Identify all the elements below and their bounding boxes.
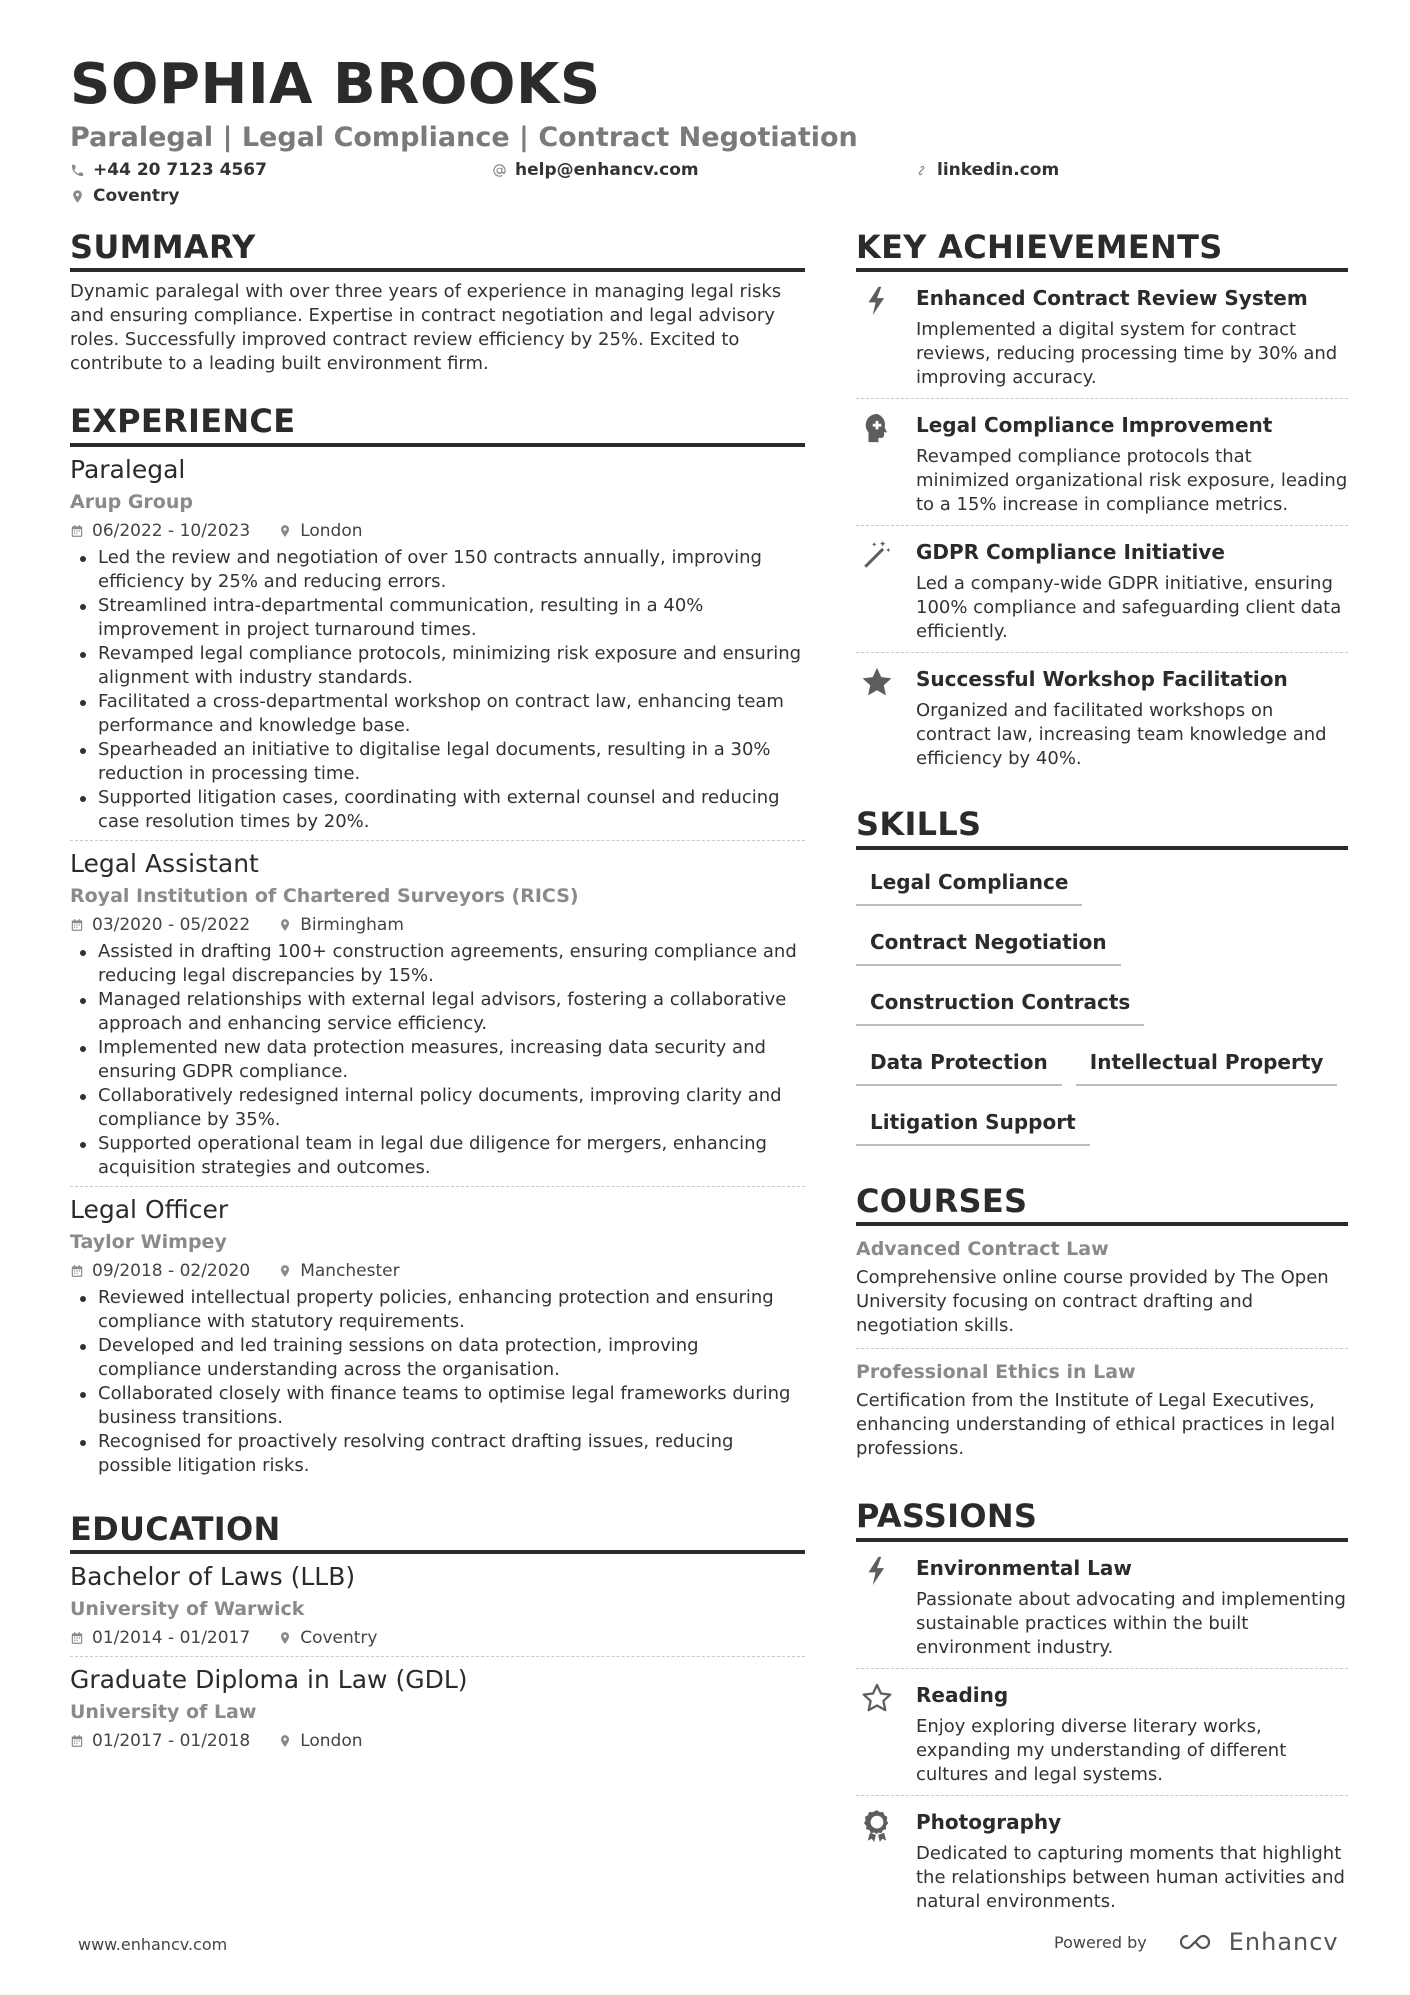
calendar-icon [70,1734,84,1748]
passion-title: Reading [916,1682,1009,1707]
job-bullets [70,546,805,834]
job-meta [70,1259,805,1283]
achievement-item [856,652,1348,779]
achievement-title: Enhanced Contract Review System [916,286,1308,311]
bullet-item: Developed and led training sessions on data protection, improving compliance understanding across the organisation. [70,1334,805,1382]
contact-location [70,188,179,205]
courses-heading: COURSES [856,1182,1348,1226]
contact-email[interactable] [492,162,699,179]
job-dates-text: 03/2020 - 05/2022 [92,914,251,935]
degree-title: Bachelor of Laws (LLB) [70,1562,356,1592]
job-entry [70,447,805,840]
achievement-item [856,525,1348,652]
job-location-text: Birmingham [300,914,404,935]
bolt-icon [860,284,894,318]
bullet-item: Revamped legal compliance protocols, minimizing risk exposure and ensuring alignment with industry standards. [70,642,805,690]
education-meta [70,1729,805,1753]
course-item [856,1226,1348,1348]
candidate-headline: Paralegal | Legal Compliance | Contract Negotiation [70,122,858,153]
job-title: Legal Assistant [70,848,259,878]
job-dates-text: 06/2022 - 10/2023 [92,520,251,541]
job-title: Paralegal [70,454,186,484]
education-heading: EDUCATION [70,1510,805,1554]
education-location [278,1729,362,1753]
achievement-title: Successful Workshop Facilitation [916,667,1288,692]
job-bullets [70,940,805,1180]
skill-tag: Litigation Support [856,1096,1090,1146]
passion-title: Photography [916,1809,1062,1834]
bullet-item: Managed relationships with external legal advisors, fostering a collaborative approach and enhancing service efficiency. [70,988,805,1036]
job-dates [70,1259,250,1283]
passion-title: Environmental Law [916,1555,1132,1580]
bullet-item: Supported litigation cases, coordinating with external counsel and reducing case resolution times by 20%. [70,786,805,834]
job-dates-text: 09/2018 - 02/2020 [92,1260,251,1281]
location-pin-icon [278,524,292,538]
courses-section [856,1182,1348,1471]
bullet-item: Assisted in drafting 100+ construction agreements, ensuring compliance and reducing legal discrepancies by 15%. [70,940,805,988]
job-entry [70,1186,805,1484]
job-company: Taylor Wimpey [70,1230,227,1253]
course-item [856,1348,1348,1471]
bullet-item: Streamlined intra-departmental communication, resulting in a 40% improvement in project turnaround times. [70,594,805,642]
contact-phone [70,162,267,179]
education-location-text: London [300,1731,363,1752]
skills-section [856,805,1348,1155]
job-company: Royal Institution of Chartered Surveyors (RICS) [70,884,579,907]
job-title: Legal Officer [70,1194,229,1224]
passion-desc: Dedicated to capturing moments that highlight the relationships between human activities and natural environments. [916,1842,1345,1912]
job-location [278,519,362,543]
degree-title: Graduate Diploma in Law (GDL) [70,1665,468,1695]
achievement-desc: Organized and facilitated workshops on contract law, increasing team knowledge and efficiency by 40%. [916,700,1327,770]
bullet-item: Collaborated closely with finance teams to optimise legal frameworks during business transitions. [70,1382,805,1430]
education-dates-text: 01/2017 - 01/2018 [92,1731,251,1752]
bullet-item: Recognised for proactively resolving contract drafting issues, reducing possible litigation risks. [70,1430,805,1478]
at-icon [492,163,507,178]
location-pin-icon [278,1734,292,1748]
achievements-section [856,228,1348,779]
email-text: help@enhancv.com [515,160,699,180]
experience-heading: EXPERIENCE [70,402,805,446]
education-entry [70,1554,805,1656]
education-dates-text: 01/2014 - 01/2017 [92,1628,251,1649]
head-icon [860,411,894,445]
job-entry [70,840,805,1186]
bullet-item: Spearheaded an initiative to digitalise legal documents, resulting in a 30% reduction in processing time. [70,738,805,786]
powered-by-text: Powered by [1054,1932,1147,1952]
experience-section [70,402,805,1483]
location-pin-icon [278,1631,292,1645]
skill-tag: Contract Negotiation [856,916,1121,966]
skill-tag: Legal Compliance [856,856,1082,906]
bullet-item: Facilitated a cross-departmental workshop on contract law, enhancing team performance and knowledge base. [70,690,805,738]
achievements-heading: KEY ACHIEVEMENTS [856,228,1348,272]
job-dates [70,519,250,543]
course-title: Professional Ethics in Law [856,1361,1136,1384]
calendar-icon [70,918,84,932]
bolt-icon [860,1554,894,1588]
education-section [70,1510,805,1759]
bullet-item: Supported operational team in legal due diligence for mergers, enhancing acquisition strategies and outcomes. [70,1132,805,1180]
bullet-item: Collaboratively redesigned internal policy documents, improving clarity and compliance by 35%. [70,1084,805,1132]
school-name: University of Warwick [70,1598,305,1621]
brand-name: Enhancv [1228,1928,1339,1956]
passion-item [856,1542,1348,1668]
location-text: Coventry [93,186,180,206]
calendar-icon [70,1264,84,1278]
skills-list [856,856,1348,1156]
education-entry [70,1656,805,1759]
location-pin-icon [70,189,85,204]
passion-desc: Passionate about advocating and implementing sustainable practices within the built environment industry. [916,1588,1346,1658]
achievement-desc: Implemented a digital system for contract reviews, reducing processing time by 30% and improving accuracy. [916,319,1338,389]
school-name: University of Law [70,1701,257,1724]
summary-heading: SUMMARY [70,228,805,272]
skill-tag: Intellectual Property [1076,1036,1338,1086]
achievement-title: GDPR Compliance Initiative [916,540,1225,565]
footer-branding [1054,1928,1339,1956]
job-meta [70,519,805,543]
phone-text: +44 20 7123 4567 [93,160,267,180]
calendar-icon [70,524,84,538]
summary-text: Dynamic paralegal with over three years of experience in managing legal risks and ensuring compliance. Expertise in contract negotiation and legal advisory roles. Successfully improved contract review efficiency by 25%. Excited to contribute to a leading built environment firm. [70,281,782,375]
education-meta [70,1626,805,1650]
footer-website[interactable]: www.enhancv.com [78,1935,228,1954]
skills-heading: SKILLS [856,805,1348,849]
bullet-item: Reviewed intellectual property policies, enhancing protection and ensuring compliance with statutory requirements. [70,1286,805,1334]
job-location-text: Manchester [300,1260,400,1281]
education-dates [70,1729,250,1753]
course-title: Advanced Contract Law [856,1238,1109,1261]
enhancv-logo-icon [1173,1930,1217,1954]
achievement-title: Legal Compliance Improvement [916,413,1273,438]
location-pin-icon [278,1264,292,1278]
bullet-item: Led the review and negotiation of over 150 contracts annually, improving efficiency by 25% and reducing errors. [70,546,805,594]
passion-item [856,1795,1348,1922]
phone-icon [70,163,85,178]
magic-wand-icon [860,538,894,572]
star-outline-icon [860,1681,894,1715]
left-column [70,228,805,1759]
passion-desc: Enjoy exploring diverse literary works, expanding my understanding of different cultures and legal systems. [916,1715,1287,1785]
job-location [278,1259,399,1283]
star-icon [860,665,894,699]
achievement-desc: Led a company-wide GDPR initiative, ensuring 100% compliance and safeguarding client data efficiently. [916,573,1342,643]
job-company: Arup Group [70,490,193,513]
location-pin-icon [278,918,292,932]
education-dates [70,1626,250,1650]
bullet-item: Implemented new data protection measures, increasing data security and ensuring GDPR compliance. [70,1036,805,1084]
brand-logo[interactable] [1173,1928,1339,1956]
skill-tag: Construction Contracts [856,976,1144,1026]
passions-heading: PASSIONS [856,1497,1348,1541]
job-location-text: London [300,520,363,541]
skill-tag: Data Protection [856,1036,1062,1086]
achievement-desc: Revamped compliance protocols that minimized organizational risk exposure, leading to a 15% increase in compliance metrics. [916,446,1348,516]
job-location [278,913,404,937]
link-icon [914,163,929,178]
candidate-name: SOPHIA BROOKS [70,52,601,117]
job-dates [70,913,250,937]
right-column [856,228,1348,1922]
achievement-item [856,398,1348,525]
education-location-text: Coventry [300,1628,378,1649]
course-desc: Comprehensive online course provided by The Open University focusing on contract drafting and negotiation skills. [856,1267,1329,1337]
calendar-icon [70,1631,84,1645]
passion-item [856,1668,1348,1795]
course-desc: Certification from the Institute of Legal Executives, enhancing understanding of ethical practices in legal professions. [856,1390,1336,1460]
contact-linkedin[interactable] [914,162,1059,179]
linkedin-text: linkedin.com [937,160,1060,180]
achievement-item [856,272,1348,398]
passions-section [856,1497,1348,1921]
summary-section [70,228,805,376]
award-ribbon-icon [860,1808,894,1842]
job-meta [70,913,805,937]
education-location [278,1626,377,1650]
job-bullets [70,1286,805,1478]
